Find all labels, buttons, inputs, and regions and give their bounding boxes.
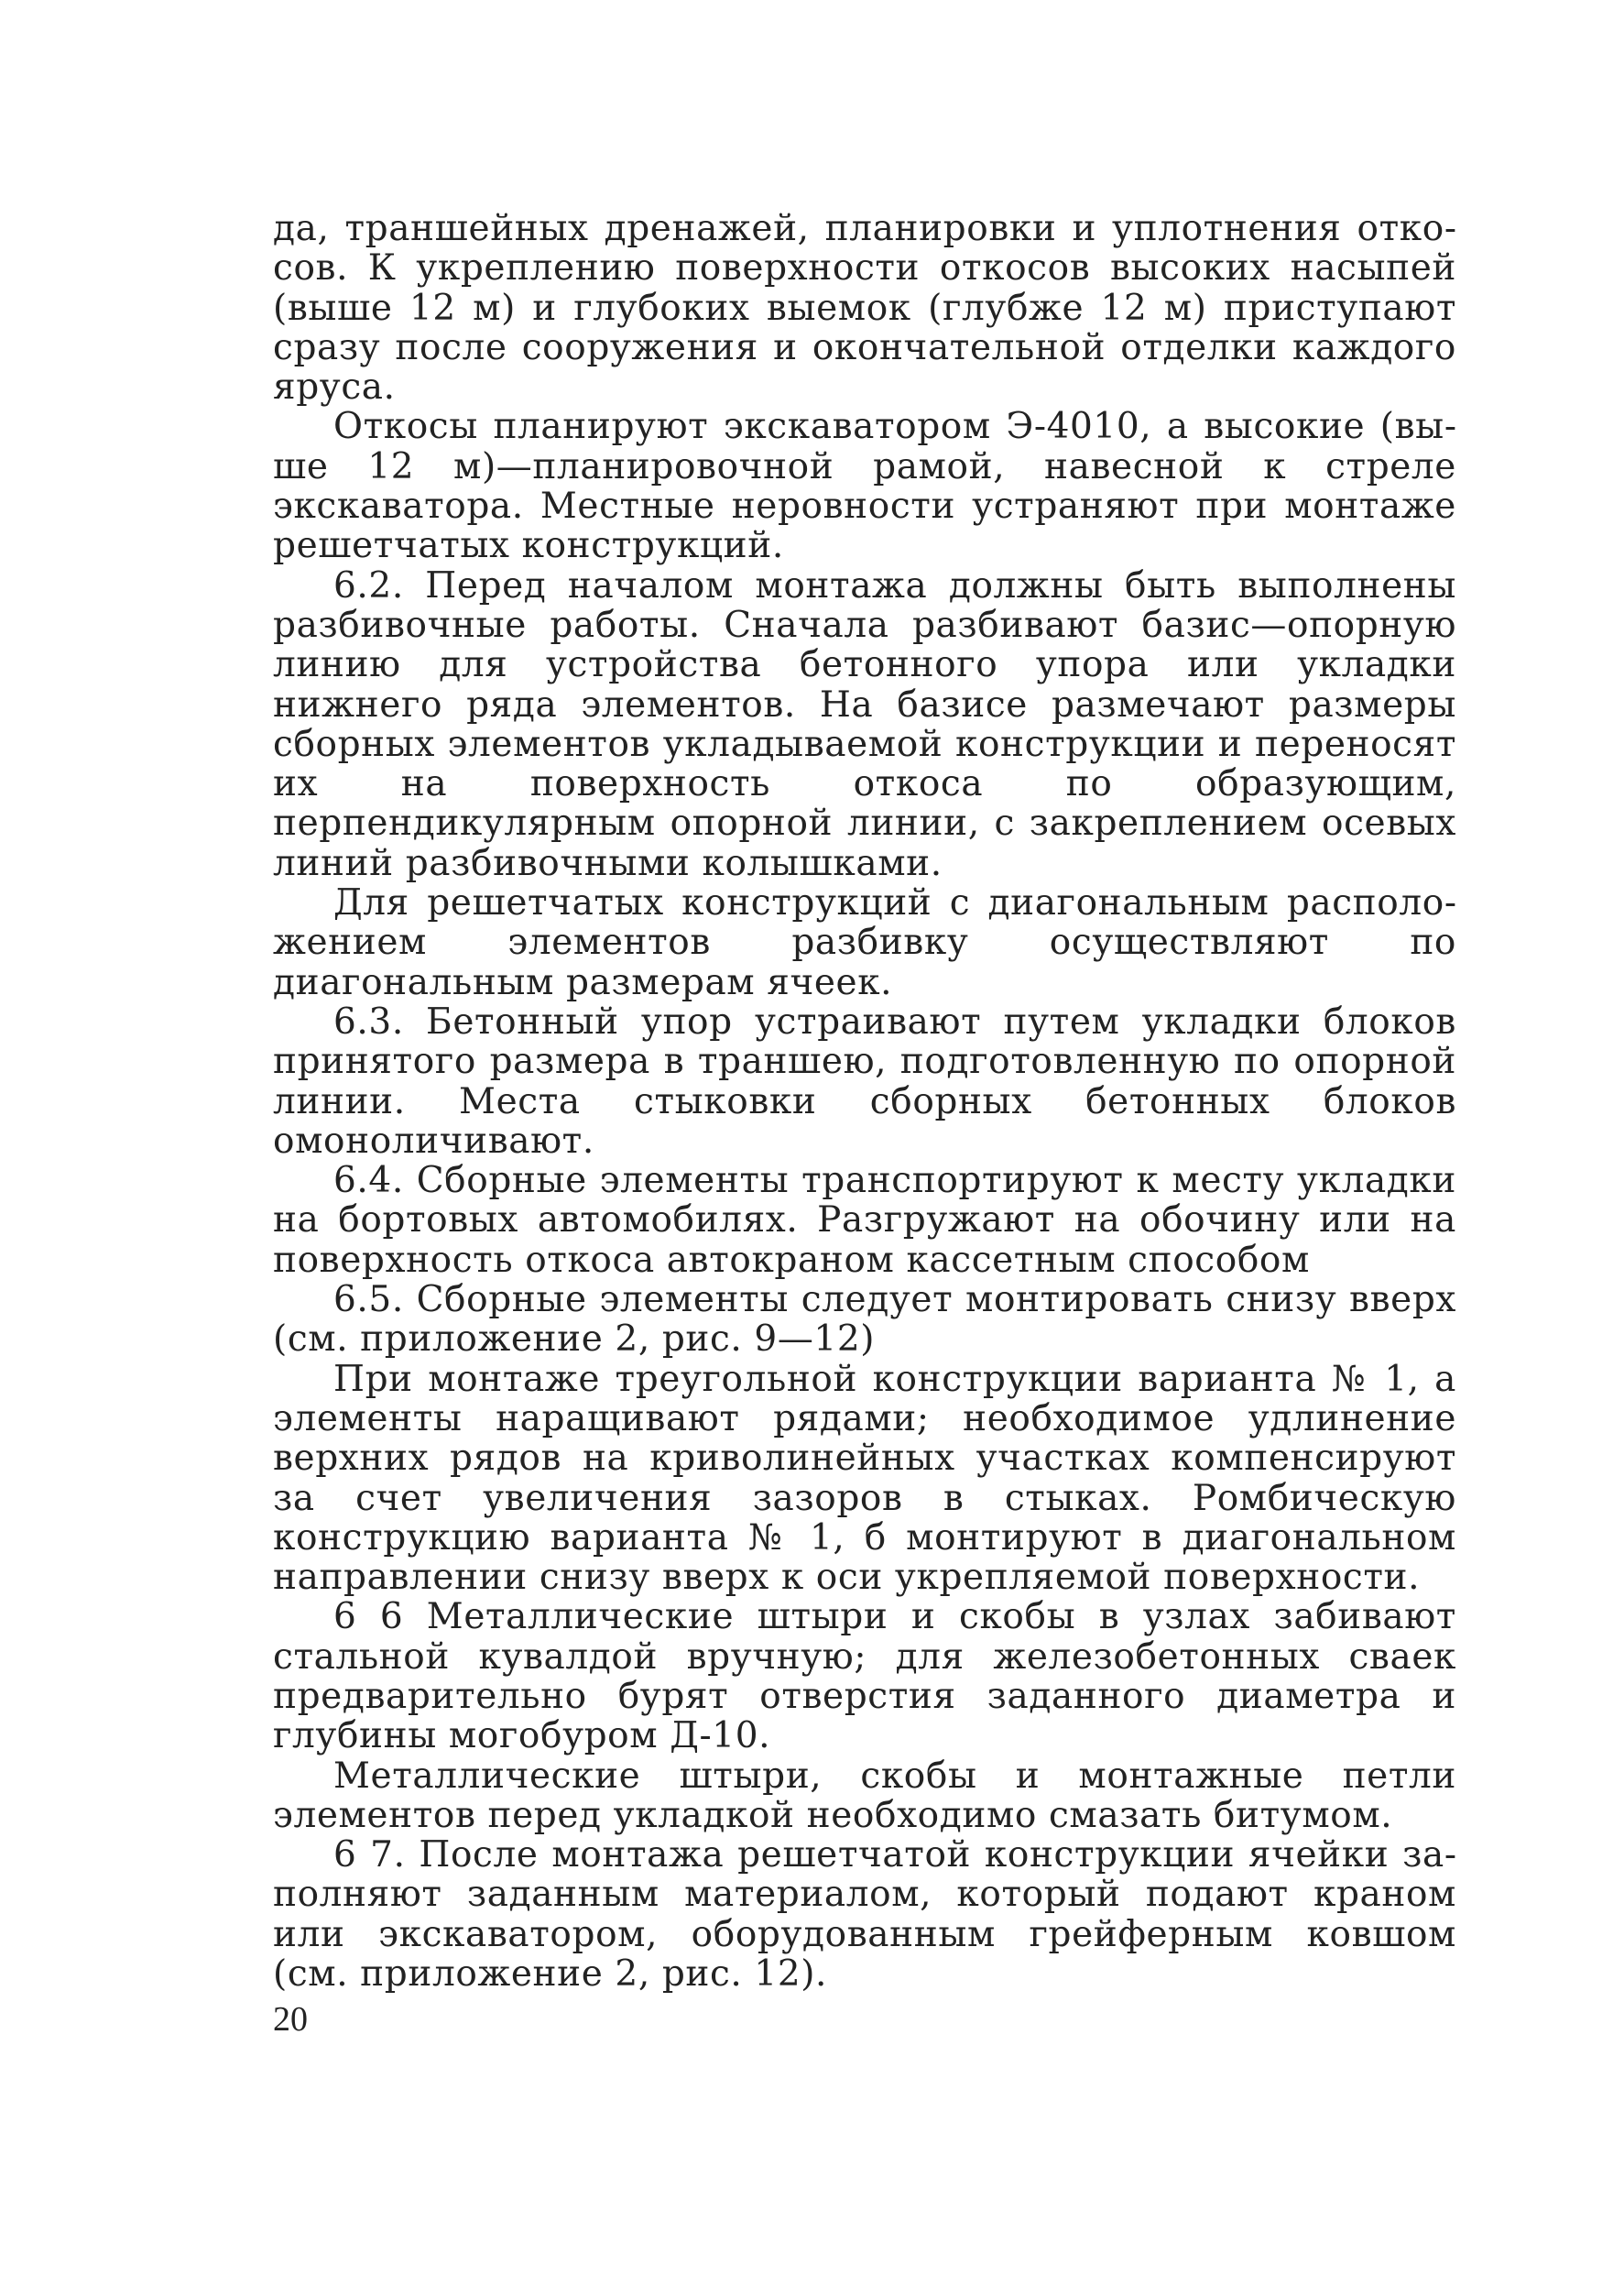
paragraph-6-4: 6.4. Сборные элементы транспортируют к месту укладки на бортовых автомобилях. Разгружают на обочину или на поверхность откоса автокраном кассетным способом <box>273 1160 1456 1281</box>
paragraph-triangular-mounting: При монтаже треугольной конструкции варианта № 1, а элементы наращивают рядами; необходимое удлинение верхних рядов на криволинейных участках компенсируют за счет увеличения зазоров в стыках. Ромбическую конструкцию варианта № 1, б монтируют в диагональном направлении снизу вверх к оси укрепляемой поверхности. <box>273 1358 1456 1599</box>
paragraph-6-6: 6 6 Металлические штыри и скобы в узлах забивают стальной кувалдой вручную; для железобетонных сваек предварительно бурят отверстия заданного диаметра и глубины могобуром Д-10. <box>273 1596 1456 1757</box>
paragraph-6-5: 6.5. Сборные элементы следует монтировать снизу вверх (см. приложение 2, рис. 9—12) <box>273 1279 1456 1361</box>
paragraph-6-3: 6.3. Бетонный упор устраивают путем укладки блоков принятого размера в траншею, подготовленную по опорной линии. Места стыковки сборных бетонных блоков омоноличивают. <box>273 1001 1456 1162</box>
page-number: 20 <box>273 2000 308 2039</box>
paragraph-6-2: 6.2. Перед началом монтажа должны быть выполнены разбивочные работы. Сначала разбивают базис—опорную линию для устройства бетонного упора или укладки нижнего ряда элементов. На базисе размечают размеры сборных элементов укладываемой конструкции и переносят их на поверхность откоса по образующим, перпендикулярным опорной линии, с закреплением осевых линий разбивочными колышками. <box>273 564 1456 884</box>
paragraph-bitumen: Металлические штыри, скобы и монтажные петли элементов перед укладкой необходимо смазать битумом. <box>273 1755 1456 1836</box>
paragraph-continuation: да, траншейных дренажей, планировки и уплотнения откосов. К укреплению поверхности откосов высоких насыпей (выше 12 м) и глубоких выемок (глубже 12 м) приступают сразу после сооружения и окончательной отделки каждого яруса. <box>273 208 1456 409</box>
paragraph-slope-planning: Откосы планируют экскаватором Э-4010, а высокие (выше 12 м)—планировочной рамой, навесной к стреле экскаватора. Местные неровности устраняют при монтаже решетчатых конструкций. <box>273 406 1456 567</box>
paragraph-6-7: 6 7. После монтажа решетчатой конструкции ячейки заполняют заданным материалом, который подают краном или экскаватором, оборудованным грейферным ковшом (см. приложение 2, рис. 12). <box>273 1834 1456 1996</box>
page-body <box>273 209 1456 1994</box>
paragraph-diagonal-layout: Для решетчатых конструкций с диагональным расположением элементов разбивку осуществляют по диагональным размерам ячеек. <box>273 882 1456 1003</box>
